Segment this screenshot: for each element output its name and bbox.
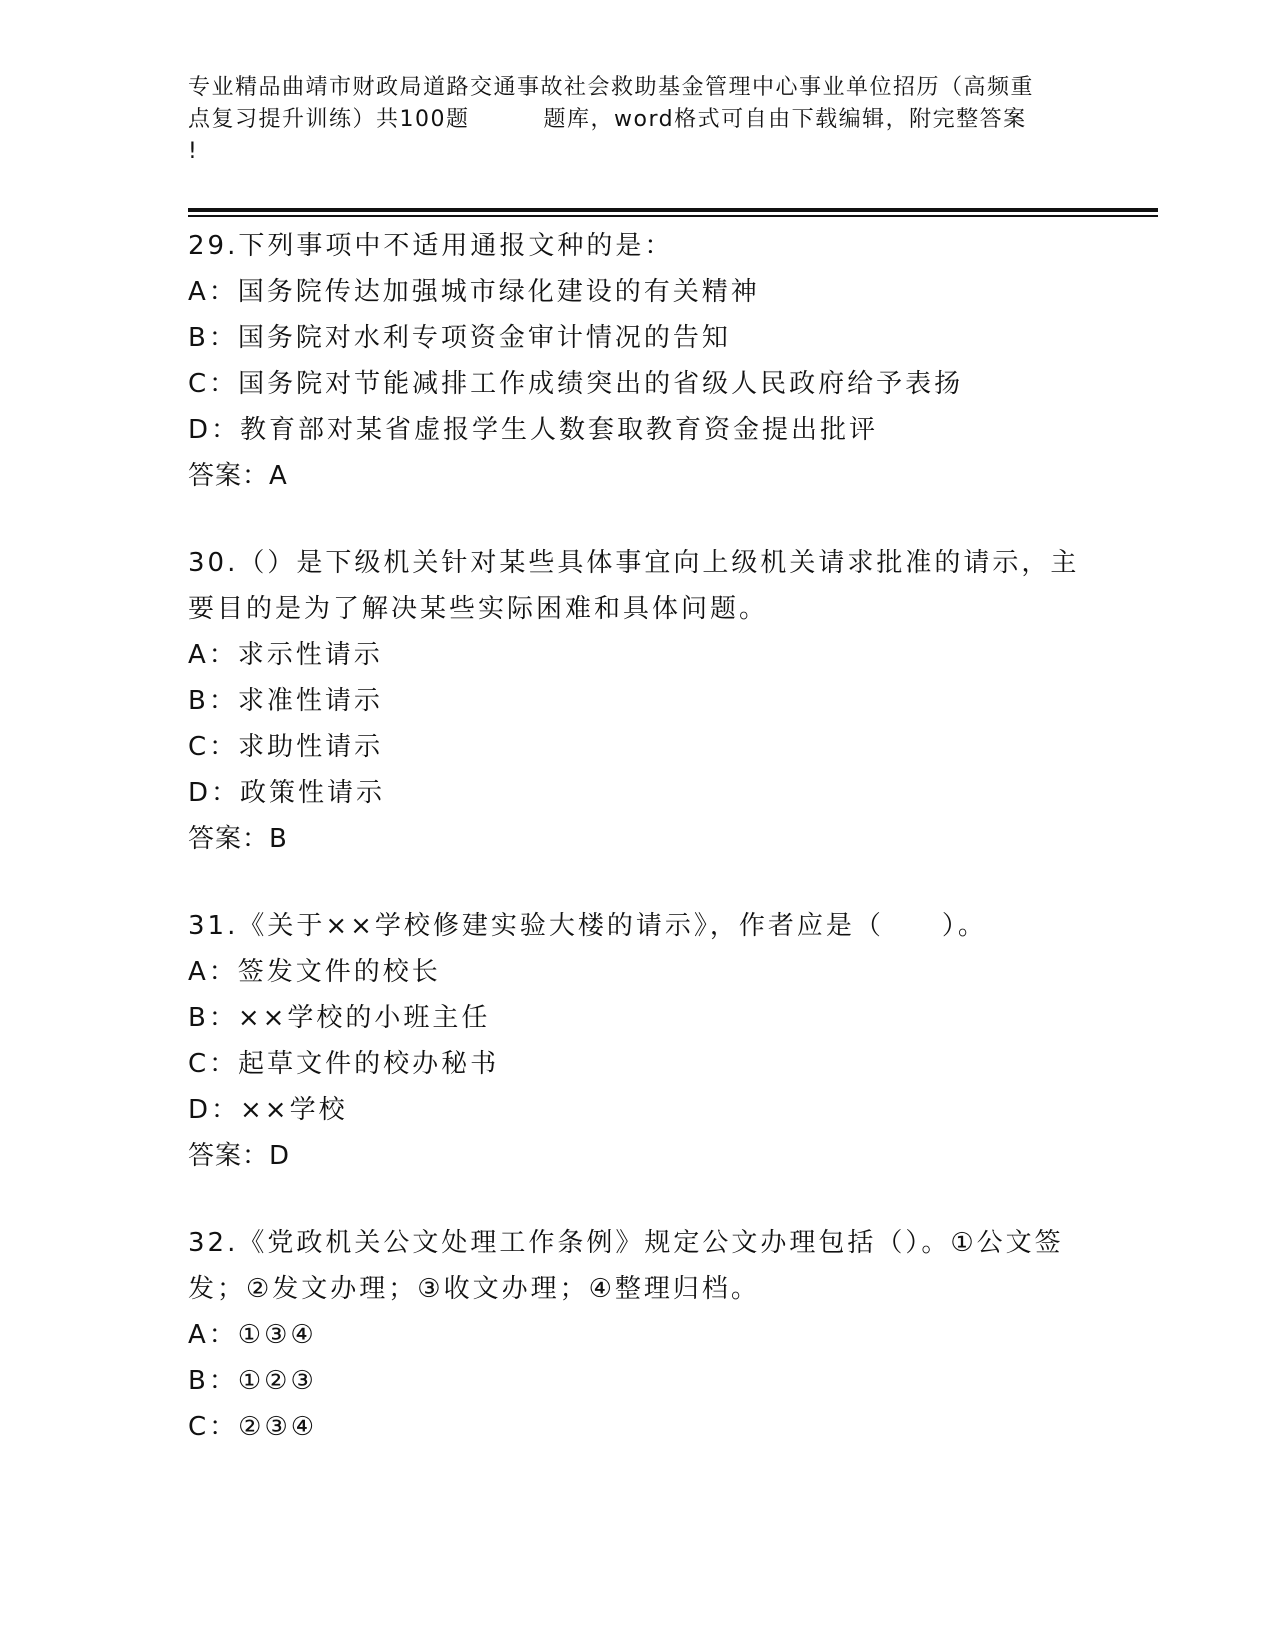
option-c: C：求助性请示 <box>188 732 384 762</box>
question-30 <box>188 540 1088 862</box>
header-divider-thick <box>188 208 1158 212</box>
header-line-2-part-2: 题库，word格式可自由下载编辑，附完整答案 <box>543 107 1027 132</box>
question-32 <box>188 1220 1088 1450</box>
document-header <box>188 72 1088 168</box>
option-b: B：求准性请示 <box>188 686 383 716</box>
option-b: B：国务院对水利专项资金审计情况的告知 <box>188 323 731 353</box>
option-b: B：××学校的小班主任 <box>188 1003 491 1033</box>
option-c: C：起草文件的校办秘书 <box>188 1049 500 1079</box>
question-text: 29.下列事项中不适用通报文种的是： <box>188 231 674 261</box>
header-line-2 <box>188 104 1088 136</box>
question-31 <box>188 903 1088 1179</box>
option-d: D：××学校 <box>188 1095 348 1125</box>
option-c: C：国务院对节能减排工作成绩突出的省级人民政府给予表扬 <box>188 369 964 399</box>
option-d: D：政策性请示 <box>188 778 386 808</box>
option-a: A：国务院传达加强城市绿化建设的有关精神 <box>188 277 760 307</box>
question-text-line-2: 发；②发文办理；③收文办理；④整理归档。 <box>188 1274 760 1304</box>
question-text-line-1: 30.（）是下级机关针对某些具体事宜向上级机关请求批准的请示，主 <box>188 548 1080 578</box>
answer: 答案：A <box>188 461 288 491</box>
answer: 答案：B <box>188 824 288 854</box>
header-divider-thin <box>188 215 1158 217</box>
option-a: A：签发文件的校长 <box>188 957 441 987</box>
question-text-line-2: 要目的是为了解决某些实际困难和具体问题。 <box>188 594 769 624</box>
option-c: C：②③④ <box>188 1412 318 1442</box>
option-b: B：①②③ <box>188 1366 317 1396</box>
option-a: A：求示性请示 <box>188 640 383 670</box>
question-29 <box>188 223 1088 499</box>
question-text-line-1: 32.《党政机关公文处理工作条例》规定公文办理包括（）。①公文签 <box>188 1228 1064 1258</box>
question-list <box>188 223 1088 1491</box>
option-d: D：教育部对某省虚报学生人数套取教育资金提出批评 <box>188 415 879 445</box>
option-a: A：①③④ <box>188 1320 317 1350</box>
question-text: 31.《关于××学校修建实验大楼的请示》，作者应是（ ）。 <box>188 911 987 941</box>
header-line-3: ! <box>188 139 199 164</box>
header-line-2-part-1: 点复习提升训练）共100题 <box>188 107 470 132</box>
answer: 答案：D <box>188 1141 291 1171</box>
header-line-1: 专业精品曲靖市财政局道路交通事故社会救助基金管理中心事业单位招历（高频重 <box>188 75 1035 100</box>
